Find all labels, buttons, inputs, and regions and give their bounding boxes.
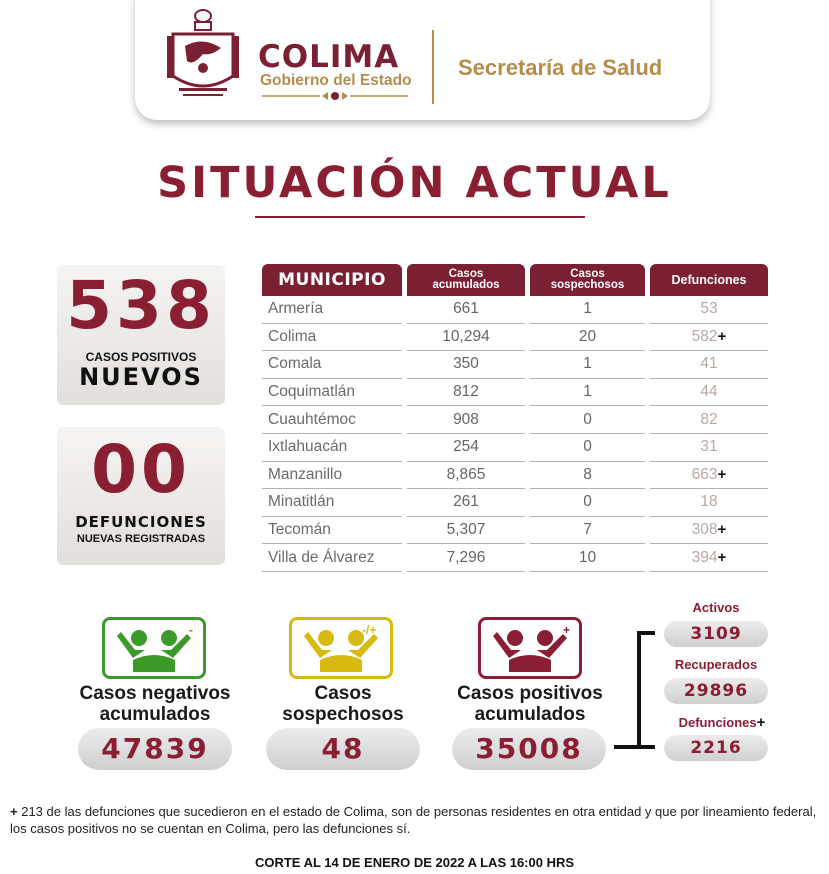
negative-cases-label-2: acumulados bbox=[99, 704, 211, 725]
col-header-sospechosos bbox=[530, 264, 645, 296]
acumulados-cell-text: 254 bbox=[453, 438, 479, 456]
sospechosos-cell bbox=[530, 351, 645, 379]
defunciones-cell-text: 31 bbox=[700, 438, 718, 456]
defunciones-cell bbox=[650, 462, 768, 490]
col-header-municipio: MUNICIPIO bbox=[262, 264, 402, 296]
defunciones-cell bbox=[650, 544, 768, 572]
acumulados-cell-text: 661 bbox=[453, 300, 479, 318]
municipio-cell bbox=[262, 462, 402, 490]
municipio-cell bbox=[262, 489, 402, 517]
municipio-cell-text: Armería bbox=[268, 300, 324, 318]
acumulados-cell bbox=[407, 544, 525, 572]
col-header-acumulados bbox=[407, 264, 525, 296]
defunciones-cell bbox=[650, 296, 768, 324]
acumulados-cell-text: 10,294 bbox=[442, 327, 490, 345]
suspected-cases-label-2: sospechosos bbox=[282, 704, 404, 725]
acumulados-cell bbox=[407, 462, 525, 490]
defunciones-cell-text: 44 bbox=[700, 383, 718, 401]
acumulados-cell-text: 261 bbox=[453, 493, 479, 511]
sospechosos-cell bbox=[530, 434, 645, 462]
positive-cases-value: 35008 bbox=[452, 728, 606, 770]
defunciones-cell-text: 663 bbox=[691, 465, 718, 483]
defunciones-plus-mark: + bbox=[717, 327, 727, 345]
positive-cases-icon bbox=[478, 617, 582, 679]
col-header-defunciones: Defunciones bbox=[650, 264, 768, 296]
defunciones-plus-mark: + bbox=[717, 521, 727, 539]
sospechosos-cell-text: 0 bbox=[583, 438, 592, 456]
acumulados-cell bbox=[407, 324, 525, 352]
municipio-cell-text: Tecomán bbox=[268, 521, 331, 539]
defunciones-cell bbox=[650, 351, 768, 379]
new-deaths-label-2: NUEVAS REGISTRADAS bbox=[76, 533, 206, 545]
acumulados-cell bbox=[407, 517, 525, 545]
defunciones-cell bbox=[650, 489, 768, 517]
acumulados-cell bbox=[407, 434, 525, 462]
sospechosos-cell bbox=[530, 379, 645, 407]
col-header-acumulados-line2: acumulados bbox=[432, 279, 500, 291]
negative-cases-label-1: Casos negativos bbox=[79, 683, 231, 704]
defunciones-value: 2216 bbox=[664, 735, 768, 761]
acumulados-cell bbox=[407, 406, 525, 434]
municipio-cell-text: Comala bbox=[268, 355, 322, 373]
table-row bbox=[262, 406, 768, 434]
table-header-row bbox=[262, 264, 768, 296]
municipio-cell-text: Minatitlán bbox=[268, 493, 335, 511]
defunciones-label-text: Defunciones bbox=[678, 715, 757, 730]
acumulados-cell bbox=[407, 296, 525, 324]
new-deaths-value: 00 bbox=[91, 431, 191, 508]
municipio-cell-text: Cuauhtémoc bbox=[268, 410, 356, 428]
table-row bbox=[262, 296, 768, 324]
negative-cases-label bbox=[60, 683, 250, 725]
acumulados-cell bbox=[407, 351, 525, 379]
municipality-table bbox=[262, 264, 768, 572]
table-row bbox=[262, 379, 768, 407]
municipio-cell bbox=[262, 517, 402, 545]
sospechosos-cell-text: 20 bbox=[578, 327, 597, 345]
acumulados-cell-text: 5,307 bbox=[446, 521, 486, 539]
sospechosos-cell-text: 10 bbox=[578, 548, 597, 566]
new-cases-card bbox=[57, 265, 225, 405]
positive-cases-label-2: acumulados bbox=[474, 704, 586, 725]
municipio-cell bbox=[262, 434, 402, 462]
defunciones-cell-text: 53 bbox=[700, 300, 718, 318]
col-header-sospechosos-line1: Casos bbox=[570, 268, 605, 280]
defunciones-cell-text: 41 bbox=[700, 355, 718, 373]
bracket-line bbox=[637, 631, 641, 749]
table-row bbox=[262, 434, 768, 462]
positive-cases-label-1: Casos positivos bbox=[457, 683, 603, 704]
negative-cases-value: 47839 bbox=[78, 728, 232, 770]
sospechosos-cell-text: 0 bbox=[583, 493, 592, 511]
defunciones-cell-text: 582 bbox=[691, 327, 718, 345]
defunciones-cell bbox=[650, 379, 768, 407]
defunciones-cell-text: 394 bbox=[691, 548, 718, 566]
col-header-sospechosos-line2: sospechosos bbox=[550, 279, 625, 291]
page-title: SITUACIÓN ACTUAL bbox=[157, 158, 672, 208]
defunciones-cell bbox=[650, 406, 768, 434]
suspected-sign: -/+ bbox=[362, 623, 377, 637]
defunciones-plus-mark: + bbox=[717, 548, 727, 566]
municipio-cell bbox=[262, 324, 402, 352]
sospechosos-cell-text: 1 bbox=[583, 383, 592, 401]
table-row bbox=[262, 324, 768, 352]
activos-label: Activos bbox=[692, 600, 740, 615]
brand-block bbox=[258, 39, 412, 90]
acumulados-cell-text: 350 bbox=[453, 355, 479, 373]
table-row bbox=[262, 489, 768, 517]
sospechosos-cell bbox=[530, 517, 645, 545]
municipio-cell bbox=[262, 296, 402, 324]
table-row bbox=[262, 517, 768, 545]
footnote bbox=[10, 803, 825, 837]
acumulados-cell-text: 7,296 bbox=[446, 548, 486, 566]
bracket-top bbox=[637, 631, 655, 635]
defunciones-cell bbox=[650, 434, 768, 462]
negative-sign: - bbox=[189, 623, 193, 637]
ornament-icon bbox=[260, 90, 410, 102]
municipio-cell bbox=[262, 379, 402, 407]
acumulados-cell bbox=[407, 379, 525, 407]
table-row bbox=[262, 544, 768, 572]
recuperados-label: Recuperados bbox=[674, 657, 758, 672]
sospechosos-cell bbox=[530, 489, 645, 517]
title-underline bbox=[255, 216, 585, 218]
suspected-cases-label-1: Casos bbox=[314, 683, 372, 704]
brand-name: COLIMA bbox=[258, 39, 400, 75]
municipio-cell-text: Coquimatlán bbox=[268, 383, 356, 401]
acumulados-cell-text: 908 bbox=[453, 410, 479, 428]
footnote-text: 213 de las defunciones que sucedieron en el estado de Colima, son de personas residentes en otra entidad y que por lineamiento federal, los casos positivos no se cuentan en Colima, pero las defunciones sí. bbox=[10, 804, 817, 836]
suspected-cases-value: 48 bbox=[266, 728, 420, 770]
municipio-cell bbox=[262, 406, 402, 434]
defunciones-plus: + bbox=[756, 714, 766, 731]
municipio-cell bbox=[262, 351, 402, 379]
brand-subtitle: Gobierno del Estado bbox=[260, 72, 412, 89]
state-seal-icon bbox=[165, 6, 241, 102]
suspected-cases-icon bbox=[289, 617, 393, 679]
department-name: Secretaría de Salud bbox=[458, 55, 663, 80]
sospechosos-cell-text: 7 bbox=[583, 521, 592, 539]
suspected-cases-label bbox=[262, 683, 424, 725]
defunciones-cell bbox=[650, 517, 768, 545]
acumulados-cell bbox=[407, 489, 525, 517]
new-cases-label-1: CASOS POSITIVOS bbox=[85, 350, 197, 364]
sospechosos-cell bbox=[530, 462, 645, 490]
footnote-mark: + bbox=[10, 804, 18, 819]
new-deaths-label-1: DEFUNCIONES bbox=[75, 513, 207, 531]
sospechosos-cell bbox=[530, 324, 645, 352]
defunciones-cell-text: 308 bbox=[691, 521, 718, 539]
table-row bbox=[262, 351, 768, 379]
col-header-acumulados-line1: Casos bbox=[448, 268, 484, 280]
positive-sign: + bbox=[563, 623, 571, 637]
defunciones-plus-mark: + bbox=[717, 465, 727, 483]
sospechosos-cell-text: 1 bbox=[583, 300, 592, 318]
activos-value: 3109 bbox=[664, 621, 768, 647]
municipio-cell bbox=[262, 544, 402, 572]
table-row bbox=[262, 462, 768, 490]
municipio-cell-text: Villa de Álvarez bbox=[268, 548, 375, 566]
header-divider bbox=[432, 30, 434, 104]
cutoff-note: CORTE AL 14 DE ENERO DE 2022 A LAS 16:00 HRS bbox=[254, 855, 575, 870]
new-cases-value: 538 bbox=[66, 267, 216, 344]
sospechosos-cell-text: 1 bbox=[583, 355, 592, 373]
sospechosos-cell bbox=[530, 544, 645, 572]
positive-cases-label bbox=[440, 683, 620, 725]
municipio-cell-text: Colima bbox=[268, 327, 317, 345]
acumulados-cell-text: 812 bbox=[453, 383, 479, 401]
defunciones-cell bbox=[650, 324, 768, 352]
sospechosos-cell-text: 8 bbox=[583, 465, 592, 483]
new-cases-label-2: NUEVOS bbox=[79, 363, 203, 391]
defunciones-label bbox=[662, 714, 782, 731]
recuperados-value: 29896 bbox=[664, 678, 768, 704]
bracket-bottom bbox=[614, 745, 655, 749]
defunciones-cell-text: 18 bbox=[700, 493, 718, 511]
acumulados-cell-text: 8,865 bbox=[446, 465, 486, 483]
new-deaths-card bbox=[57, 427, 225, 565]
sospechosos-cell bbox=[530, 406, 645, 434]
municipio-cell-text: Manzanillo bbox=[268, 465, 343, 483]
defunciones-cell-text: 82 bbox=[700, 410, 718, 428]
negative-cases-icon bbox=[102, 617, 206, 679]
sospechosos-cell-text: 0 bbox=[583, 410, 592, 428]
municipio-cell-text: Ixtlahuacán bbox=[268, 438, 348, 456]
sospechosos-cell bbox=[530, 296, 645, 324]
